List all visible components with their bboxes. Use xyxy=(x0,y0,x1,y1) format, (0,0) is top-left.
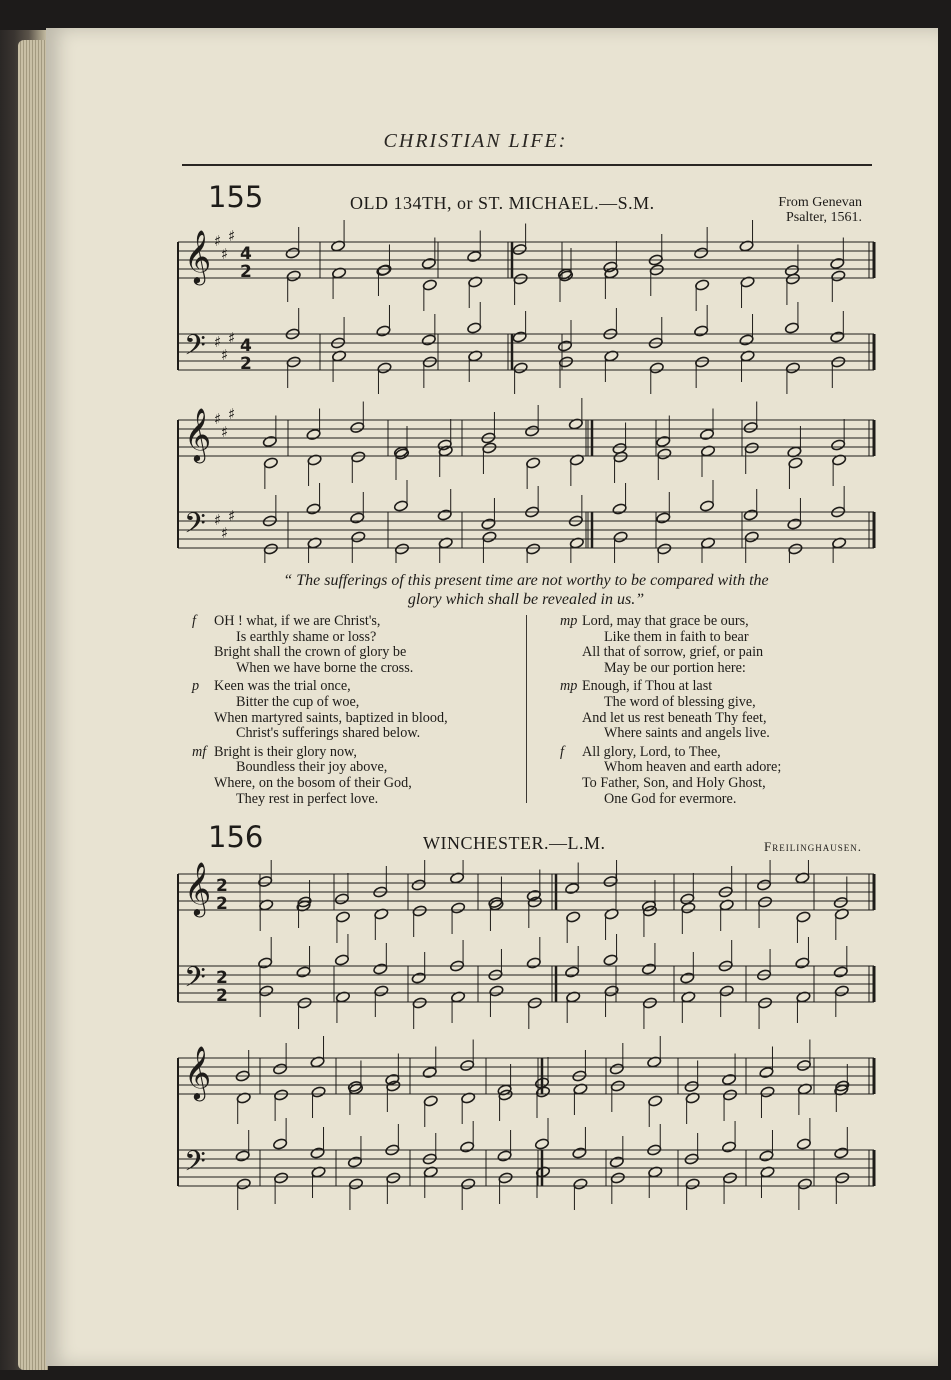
note-head xyxy=(685,1178,700,1190)
note-head xyxy=(377,362,392,374)
note-head xyxy=(834,985,849,997)
note-head xyxy=(565,882,580,894)
note-head xyxy=(310,1147,325,1159)
verse-text: Bitter the cup of woe, xyxy=(236,693,360,710)
note-head xyxy=(273,1138,288,1150)
note-head xyxy=(437,439,452,451)
note-head xyxy=(467,250,482,262)
verse-line xyxy=(192,679,522,695)
note-head xyxy=(603,954,618,966)
note-head xyxy=(306,428,321,440)
note-head xyxy=(757,879,772,891)
verse-text: Where, on the bosom of their God, xyxy=(214,774,412,791)
sharp-sign: ♯ xyxy=(221,245,229,263)
verse-line xyxy=(192,661,522,677)
note-head xyxy=(648,1095,663,1107)
note-head xyxy=(609,1063,624,1075)
scripture-line: glory which shall be revealed in us.” xyxy=(407,591,645,608)
hymn-156-tune-title: WINCHESTER.—L.M. xyxy=(423,833,606,853)
note-head xyxy=(795,957,810,969)
verse-text: When we have borne the cross. xyxy=(236,659,414,676)
verse-line xyxy=(192,776,522,792)
note-head xyxy=(437,509,452,521)
note-head xyxy=(235,1150,250,1162)
dynamic-marking: mp xyxy=(560,678,578,695)
note-head xyxy=(573,1178,588,1190)
note-head xyxy=(723,1172,738,1184)
note-head xyxy=(534,1138,549,1150)
verse-line xyxy=(192,645,522,661)
note-head xyxy=(722,1141,737,1153)
note-head xyxy=(262,435,277,447)
note-head xyxy=(306,503,321,515)
note-head xyxy=(334,893,349,905)
note-head xyxy=(525,425,540,437)
note-head xyxy=(796,1059,811,1071)
bass-clef-icon: 𝄢 xyxy=(184,1145,206,1185)
verse-line xyxy=(192,726,522,742)
note-head xyxy=(833,966,848,978)
verse-line xyxy=(192,695,522,711)
note-head xyxy=(565,966,580,978)
note-head xyxy=(351,451,366,463)
note-head xyxy=(376,325,391,337)
verse-text: Like them in faith to bear xyxy=(604,628,749,645)
note-head xyxy=(723,1089,738,1101)
note-head xyxy=(513,273,528,285)
note-head xyxy=(236,1178,251,1190)
header-rule xyxy=(182,164,872,166)
note-head xyxy=(422,1066,437,1078)
note-head xyxy=(641,963,656,975)
verse-text: OH ! what, if we are Christ's, xyxy=(214,613,381,629)
note-head xyxy=(412,905,427,917)
note-head xyxy=(612,503,627,515)
sharp-sign: ♯ xyxy=(221,346,229,364)
note-head xyxy=(613,531,628,543)
note-head xyxy=(788,457,803,469)
verse-line xyxy=(192,614,522,630)
verse-line xyxy=(192,711,522,727)
note-head xyxy=(604,985,619,997)
hymn-156-attribution: Freilinghausen. xyxy=(764,839,862,854)
note-head xyxy=(498,1172,513,1184)
note-head xyxy=(831,356,846,368)
note-head xyxy=(758,896,773,908)
note-head xyxy=(347,1156,362,1168)
treble-clef-icon: 𝄞 xyxy=(184,407,212,461)
note-head xyxy=(699,500,714,512)
note-head xyxy=(830,331,845,343)
note-head xyxy=(274,1089,289,1101)
note-head xyxy=(694,247,709,259)
note-head xyxy=(572,1147,587,1159)
verse-line xyxy=(560,745,860,761)
note-head xyxy=(297,997,312,1009)
verse-line xyxy=(560,645,860,661)
dynamic-marking: f xyxy=(192,613,196,629)
time-signature: 2 xyxy=(216,986,228,1006)
hymn-155-scripture xyxy=(176,571,876,609)
time-signature: 2 xyxy=(216,894,228,914)
note-head xyxy=(656,435,671,447)
note-head xyxy=(759,1066,774,1078)
verse-line xyxy=(560,776,860,792)
note-head xyxy=(785,362,800,374)
column-divider xyxy=(526,615,527,803)
note-head xyxy=(374,985,389,997)
note-head xyxy=(784,322,799,334)
note-head xyxy=(386,1080,401,1092)
note-head xyxy=(797,1178,812,1190)
note-head xyxy=(834,1147,849,1159)
page-edges xyxy=(18,40,48,1370)
note-head xyxy=(835,1172,850,1184)
note-head xyxy=(526,457,541,469)
note-head xyxy=(695,279,710,291)
note-head xyxy=(759,1150,774,1162)
note-head xyxy=(744,531,759,543)
note-head xyxy=(394,543,409,555)
note-head xyxy=(497,1150,512,1162)
note-head xyxy=(649,362,664,374)
note-head xyxy=(743,509,758,521)
note-head xyxy=(743,421,758,433)
bass-clef-icon: 𝄢 xyxy=(184,507,206,547)
note-head xyxy=(467,322,482,334)
note-head xyxy=(513,362,528,374)
note-head xyxy=(311,1086,326,1098)
note-head xyxy=(423,1095,438,1107)
verse-text: Is earthly shame or loss? xyxy=(236,628,377,645)
note-head xyxy=(460,1141,475,1153)
note-head xyxy=(489,985,504,997)
verse-line xyxy=(560,695,860,711)
note-head xyxy=(657,448,672,460)
bass-clef-icon: 𝄢 xyxy=(184,329,206,369)
note-head xyxy=(335,911,350,923)
verse-text: When martyred saints, baptized in blood, xyxy=(214,709,448,726)
note-head xyxy=(377,264,392,276)
note-head xyxy=(460,1059,475,1071)
verse-text: Where saints and angels live. xyxy=(604,725,770,742)
hymn-155-number: 155 xyxy=(208,180,264,214)
note-head xyxy=(512,243,527,255)
verse-line xyxy=(560,661,860,677)
hymn-155-verses-right xyxy=(560,614,860,807)
verse-text: May be our portion here: xyxy=(604,659,746,676)
note-head xyxy=(656,512,671,524)
sharp-sign: ♯ xyxy=(214,232,222,250)
note-head xyxy=(603,261,618,273)
note-head xyxy=(350,421,365,433)
note-head xyxy=(285,247,300,259)
note-head xyxy=(259,985,274,997)
verse-line xyxy=(560,792,860,808)
note-head xyxy=(657,543,672,555)
verse-line xyxy=(560,726,860,742)
dynamic-marking: p xyxy=(192,678,200,695)
verse-text: And let us rest beneath Thy feet, xyxy=(582,709,767,726)
note-head xyxy=(461,1178,476,1190)
note-head xyxy=(610,1080,625,1092)
hymn-156-score xyxy=(174,860,880,1215)
attribution-line: Psalter, 1561. xyxy=(785,210,862,225)
note-head xyxy=(830,257,845,269)
sharp-sign: ♯ xyxy=(214,410,222,428)
note-head xyxy=(526,543,541,555)
note-head xyxy=(526,957,541,969)
verse-text: Bright shall the crown of glory be xyxy=(214,644,407,661)
hymn-155-verses-left xyxy=(192,614,522,807)
note-head xyxy=(833,896,848,908)
note-head xyxy=(286,356,301,368)
note-head xyxy=(258,957,273,969)
verse-text: Lord, may that grace be ours, xyxy=(582,613,749,629)
verse-line xyxy=(560,630,860,646)
note-head xyxy=(393,500,408,512)
time-signature: 2 xyxy=(240,354,252,374)
note-head xyxy=(481,518,496,530)
note-head xyxy=(684,1080,699,1092)
scripture-line: “ The sufferings of this present time are not worthy to be compared with the xyxy=(283,572,769,589)
verse-text: Keen was the trial once, xyxy=(214,678,351,695)
note-head xyxy=(334,954,349,966)
note-head xyxy=(386,1172,401,1184)
verse-text: Enough, if Thou at last xyxy=(582,678,713,695)
sharp-sign: ♯ xyxy=(228,405,236,423)
verse-line xyxy=(192,792,522,808)
note-head xyxy=(482,442,497,454)
note-head xyxy=(286,270,301,282)
sharp-sign: ♯ xyxy=(228,227,236,245)
note-head xyxy=(649,264,664,276)
verse-line xyxy=(192,745,522,761)
note-head xyxy=(512,331,527,343)
running-head: CHRISTIAN LIFE: xyxy=(383,130,568,152)
note-head xyxy=(744,442,759,454)
note-head xyxy=(274,1172,289,1184)
note-head xyxy=(422,279,437,291)
verse-text: All that of sorrow, grief, or pain xyxy=(582,644,764,661)
hymn-155-score xyxy=(174,218,880,563)
time-signature: 2 xyxy=(240,262,252,282)
verse-text: Christ's sufferings shared below. xyxy=(236,725,421,742)
note-head xyxy=(527,896,542,908)
treble-clef-icon: 𝄞 xyxy=(184,229,212,283)
time-signature: 4 xyxy=(240,244,252,264)
note-head xyxy=(699,428,714,440)
note-head xyxy=(642,905,657,917)
note-head xyxy=(739,334,754,346)
treble-clef-icon: 𝄞 xyxy=(184,1045,212,1099)
verse-text: All glory, Lord, to Thee, xyxy=(582,743,721,760)
note-head xyxy=(719,985,734,997)
bass-clef-icon: 𝄢 xyxy=(184,961,206,1001)
note-head xyxy=(482,531,497,543)
note-head xyxy=(642,997,657,1009)
note-head xyxy=(566,911,581,923)
verse-line xyxy=(560,711,860,727)
note-head xyxy=(411,879,426,891)
verse-line xyxy=(560,614,860,630)
note-head xyxy=(831,439,846,451)
time-signature: 4 xyxy=(240,336,252,356)
note-head xyxy=(451,902,466,914)
verse-text: Boundless their joy above, xyxy=(236,759,388,776)
verse-text: They rest in perfect love. xyxy=(236,790,379,807)
note-head xyxy=(527,997,542,1009)
note-head xyxy=(796,911,811,923)
hymn-156-number: 156 xyxy=(208,820,264,854)
note-head xyxy=(526,889,541,901)
note-head xyxy=(348,1178,363,1190)
note-head xyxy=(722,1073,737,1085)
time-signature: 2 xyxy=(216,876,228,896)
note-head xyxy=(273,1063,288,1075)
hymn-155-tune-title: OLD 134TH, or ST. MICHAEL.—S.M. xyxy=(350,193,655,213)
note-head xyxy=(787,518,802,530)
note-head xyxy=(296,966,311,978)
sharp-sign: ♯ xyxy=(228,507,236,525)
note-head xyxy=(695,356,710,368)
note-head xyxy=(350,512,365,524)
verse-line xyxy=(560,679,860,695)
dynamic-marking: mf xyxy=(192,743,207,760)
dynamic-marking: f xyxy=(560,743,564,760)
note-head xyxy=(411,972,426,984)
note-head xyxy=(351,531,366,543)
verse-line xyxy=(192,630,522,646)
sharp-sign: ♯ xyxy=(221,524,229,542)
verse-text: The word of blessing give, xyxy=(604,693,756,710)
note-head xyxy=(422,356,437,368)
note-head xyxy=(421,257,436,269)
sharp-sign: ♯ xyxy=(221,423,229,441)
note-head xyxy=(263,457,278,469)
note-head xyxy=(831,270,846,282)
sharp-sign: ♯ xyxy=(214,511,222,529)
note-head xyxy=(263,543,278,555)
verse-text: Whom heaven and earth adore; xyxy=(604,759,782,776)
verse-text: One God for evermore. xyxy=(604,790,737,807)
verse-line xyxy=(560,760,860,776)
note-head xyxy=(558,356,573,368)
sharp-sign: ♯ xyxy=(228,329,236,347)
sharp-sign: ♯ xyxy=(214,333,222,351)
note-head xyxy=(498,1089,513,1101)
treble-clef-icon: 𝄞 xyxy=(184,861,212,915)
note-head xyxy=(680,972,695,984)
note-head xyxy=(421,334,436,346)
note-head xyxy=(609,1156,624,1168)
verse-text: To Father, Son, and Holy Ghost, xyxy=(582,774,766,791)
note-head xyxy=(760,1086,775,1098)
note-head xyxy=(557,340,572,352)
time-signature: 2 xyxy=(216,968,228,988)
note-head xyxy=(758,997,773,1009)
attribution-line: From Genevan xyxy=(778,195,862,210)
dynamic-marking: mp xyxy=(560,613,578,629)
note-head xyxy=(610,1172,625,1184)
note-head xyxy=(788,543,803,555)
verse-line xyxy=(192,760,522,776)
note-head xyxy=(385,1073,400,1085)
verse-text: Bright is their glory now, xyxy=(214,743,357,760)
note-head xyxy=(412,997,427,1009)
note-head xyxy=(796,1138,811,1150)
note-head xyxy=(694,325,709,337)
note-head xyxy=(373,963,388,975)
